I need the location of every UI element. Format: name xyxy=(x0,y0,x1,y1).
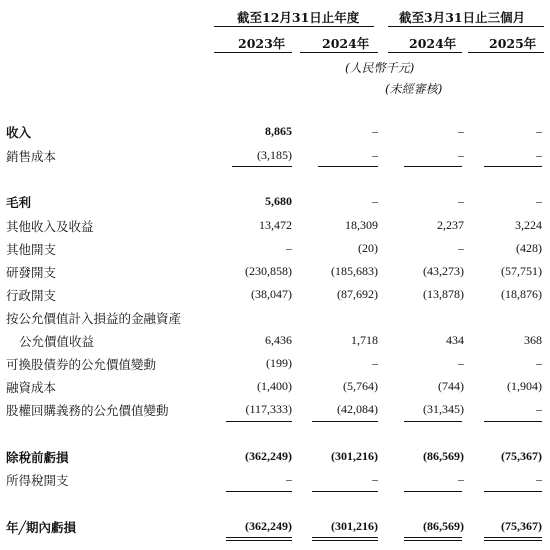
cell: (86,569) xyxy=(423,449,464,463)
subtotal-rule-1 xyxy=(226,491,292,492)
subtotal-rule-2 xyxy=(312,491,378,492)
cell: – xyxy=(536,148,542,162)
cell: (31,345) xyxy=(423,402,464,416)
cell: (117,333) xyxy=(245,402,292,416)
subtotal-rule-4 xyxy=(484,491,542,492)
cell: 5,680 xyxy=(265,194,292,208)
cell: (87,692) xyxy=(337,287,378,301)
cell: (57,751) xyxy=(501,264,542,278)
unaudited-note: (未經審核) xyxy=(385,82,443,96)
cell: – xyxy=(536,124,542,138)
row-label-fvtpl-financial-assets: 按公允價值計入損益的金融資產 xyxy=(6,311,182,326)
cell: (13,878) xyxy=(423,287,464,301)
row-label-fair-value-gains: 公允價值收益 xyxy=(19,334,95,349)
cell: – xyxy=(458,356,464,370)
cell: – xyxy=(458,124,464,138)
total-double-rule-2b xyxy=(312,540,378,541)
cell: (428) xyxy=(516,241,542,255)
cell: – xyxy=(372,356,378,370)
cell: (362,249) xyxy=(245,519,292,533)
cell: – xyxy=(286,472,292,486)
row-label-share-repurchase-fv-change: 股權回購義務的公允價值變動 xyxy=(6,403,169,418)
cell: (744) xyxy=(438,379,464,393)
cell: (185,683) xyxy=(331,264,378,278)
row-label-loss-for-period: 年╱期內虧損 xyxy=(6,520,77,535)
row-label-income-tax: 所得稅開支 xyxy=(6,473,69,488)
year-header-4: 2025年 xyxy=(489,36,537,51)
year-rule-2 xyxy=(300,52,378,53)
year-rule-1 xyxy=(214,52,292,53)
cell: 1,718 xyxy=(351,333,378,347)
cell: 8,865 xyxy=(265,124,292,138)
cell: – xyxy=(286,241,292,255)
header-group-year-ended: 截至12月31日止年度 xyxy=(237,10,360,25)
row-label-revenue: 收入 xyxy=(6,125,32,140)
cell: (362,249) xyxy=(245,449,292,463)
cell: (75,367) xyxy=(501,519,542,533)
cell: 18,309 xyxy=(345,218,378,232)
cell: – xyxy=(536,472,542,486)
subtotal-rule-3 xyxy=(404,491,462,492)
header-group1-rule xyxy=(214,26,374,27)
header-group-three-months: 截至3月31日止三個月 xyxy=(399,10,526,25)
row-label-other-expenses: 其他開支 xyxy=(6,242,57,257)
subtotal-rule-4 xyxy=(484,421,542,422)
row-label-admin-expenses: 行政開支 xyxy=(6,288,57,303)
cell: – xyxy=(372,148,378,162)
cell: – xyxy=(536,356,542,370)
row-label-rd-expenses: 研發開支 xyxy=(6,265,57,280)
cell: (38,047) xyxy=(251,287,292,301)
cell: – xyxy=(536,402,542,416)
total-double-rule-1b xyxy=(226,540,292,541)
cell: (301,216) xyxy=(331,449,378,463)
cell: – xyxy=(372,194,378,208)
header-group2-rule xyxy=(388,26,544,27)
total-double-rule-3a xyxy=(404,537,462,538)
subtotal-rule-3 xyxy=(404,421,462,422)
row-label-finance-costs: 融資成本 xyxy=(6,380,57,395)
total-double-rule-4a xyxy=(484,537,542,538)
row-label-cost-of-sales: 銷售成本 xyxy=(6,149,57,164)
total-double-rule-3b xyxy=(404,540,462,541)
row-label-other-income: 其他收入及收益 xyxy=(6,219,94,234)
cell: – xyxy=(458,472,464,486)
cell: 6,436 xyxy=(265,333,292,347)
cell: (1,904) xyxy=(507,379,542,393)
cell: – xyxy=(458,241,464,255)
cell: – xyxy=(458,148,464,162)
cell: 2,237 xyxy=(437,218,464,232)
cell: (43,273) xyxy=(423,264,464,278)
cell: – xyxy=(536,194,542,208)
cell: (86,569) xyxy=(423,519,464,533)
subtotal-rule-3 xyxy=(404,166,462,167)
total-double-rule-2a xyxy=(312,537,378,538)
row-label-gross-profit: 毛利 xyxy=(6,195,32,210)
year-header-1: 2023年 xyxy=(238,36,286,51)
year-rule-4 xyxy=(468,52,544,53)
cell: – xyxy=(458,194,464,208)
cell: 3,224 xyxy=(515,218,542,232)
row-label-loss-before-tax: 除稅前虧損 xyxy=(6,450,69,465)
cell: (18,876) xyxy=(501,287,542,301)
total-double-rule-4b xyxy=(484,540,542,541)
year-header-3: 2024年 xyxy=(409,36,457,51)
subtotal-rule-1 xyxy=(232,166,292,167)
cell: (230,858) xyxy=(245,264,292,278)
year-rule-3 xyxy=(388,52,462,53)
cell: (75,367) xyxy=(501,449,542,463)
cell: (199) xyxy=(266,356,292,370)
cell: – xyxy=(372,472,378,486)
subtotal-rule-2 xyxy=(318,166,378,167)
cell: 434 xyxy=(446,333,464,347)
cell: – xyxy=(372,124,378,138)
cell: (5,764) xyxy=(343,379,378,393)
subtotal-rule-2 xyxy=(312,421,378,422)
cell: (20) xyxy=(358,241,378,255)
unit-note: (人民幣千元) xyxy=(345,61,415,75)
cell: (301,216) xyxy=(331,519,378,533)
cell: 368 xyxy=(524,333,542,347)
cell: (3,185) xyxy=(257,148,292,162)
total-double-rule-1a xyxy=(226,537,292,538)
subtotal-rule-4 xyxy=(484,166,542,167)
cell: 13,472 xyxy=(259,218,292,232)
row-label-convertible-bonds-fv-change: 可換股債券的公允價值變動 xyxy=(6,357,157,372)
subtotal-rule-1 xyxy=(226,421,292,422)
cell: (1,400) xyxy=(257,379,292,393)
year-header-2: 2024年 xyxy=(322,36,370,51)
cell: (42,084) xyxy=(337,402,378,416)
